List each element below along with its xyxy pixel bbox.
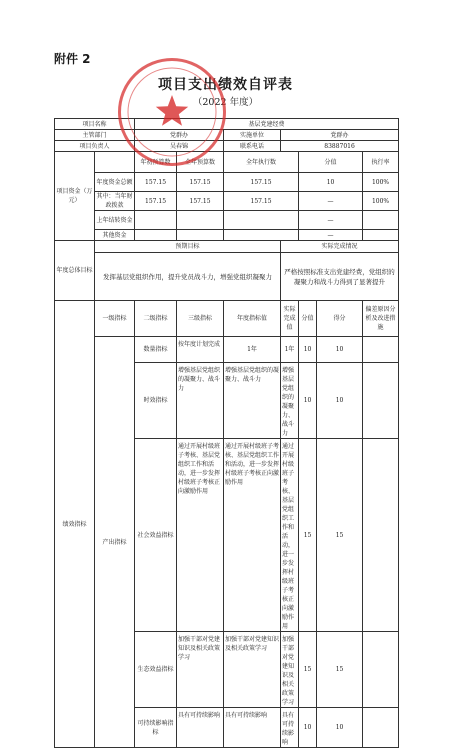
indicator-reason	[363, 708, 399, 748]
indicator-target: 具有可持续影响	[224, 708, 281, 748]
indicator-score: 15	[317, 632, 363, 708]
funds-row-label: 上年结转资金	[95, 211, 135, 230]
project-name-value: 基层党建经费	[135, 119, 399, 130]
indicator-target: 加强干部对党建知识及相关政策学习	[224, 632, 281, 708]
funds-row-label: 其他资金	[95, 230, 135, 241]
funds-row-label: 其中：当年财政拨款	[96, 193, 133, 209]
indicator-level2: 时效指标	[135, 363, 177, 439]
indicator-header-actual: 实际完成值	[281, 301, 299, 337]
indicators-section-label: 绩效指标	[55, 301, 95, 748]
indicator-header-level2: 二级指标	[135, 301, 177, 337]
funds-rate	[363, 211, 399, 230]
indicator-target: 增强基层党组织的凝聚力、战斗力	[224, 363, 281, 439]
funds-score-value: —	[299, 230, 363, 241]
phone-value: 83887016	[281, 141, 399, 152]
funds-header-rate: 执行率	[363, 152, 399, 173]
goals-header-row	[55, 241, 399, 253]
goals-expected-text: 发挥基层党组织作用，提升党员战斗力，增强党组织凝聚力	[95, 253, 281, 301]
funds-header-executed: 全年执行数	[224, 152, 299, 173]
indicator-level2: 社会效益指标	[135, 439, 177, 632]
implementing-unit-label: 实施单位	[224, 130, 281, 141]
funds-score-value: —	[299, 211, 363, 230]
funds-header-initial: 年初预算数	[135, 152, 177, 173]
indicator-level3: 通过开展村级班子考核、基层党组织工作和活动，进一步发挥村级班子考核正向激励作用	[177, 439, 224, 632]
indicator-score: 10	[317, 337, 363, 363]
indicator-level1: 产出指标	[95, 337, 135, 748]
funds-header-row	[55, 152, 399, 173]
indicator-reason	[363, 363, 399, 439]
indicator-target: 1年	[224, 337, 281, 363]
funds-executed: 157.15	[224, 173, 299, 192]
phone-label: 联系电话	[224, 141, 281, 152]
page-title: 项目支出绩效自评表	[158, 77, 293, 93]
funds-initial: 157.15	[135, 192, 177, 211]
indicator-actual: 增强基层党组织的凝聚力、战斗力	[281, 363, 299, 439]
fiscal-year: （2022 年度）	[192, 97, 259, 108]
funds-executed: 157.15	[224, 192, 299, 211]
indicator-score: 10	[317, 708, 363, 748]
goals-content-row	[55, 253, 399, 301]
goals-actual-text: 严格按照标准支出党建经费，党组织的凝聚力和战斗力得到了显著提升	[281, 253, 399, 301]
funds-rate	[363, 230, 399, 241]
funds-score-value: 10	[299, 173, 363, 192]
indicator-level2: 生态效益指标	[135, 632, 177, 708]
owner-row	[55, 141, 399, 152]
owner-label: 项目负责人	[55, 141, 135, 152]
indicator-value: 15	[299, 632, 317, 708]
indicator-header-value: 分值	[299, 301, 317, 337]
indicator-header-level1: 一级指标	[95, 301, 135, 337]
owner-value: 吴春锦	[135, 141, 224, 152]
indicator-value: 10	[299, 708, 317, 748]
funds-row	[55, 211, 399, 230]
indicator-header-level3: 三级指标	[177, 301, 224, 337]
funds-executed	[224, 230, 299, 241]
goals-expected-label: 预期目标	[95, 241, 281, 253]
indicator-level3: 具有可持续影响	[177, 708, 224, 748]
funds-initial: 157.15	[135, 173, 177, 192]
department-value: 党群办	[135, 130, 224, 141]
goals-actual-label: 实际完成情况	[281, 241, 399, 253]
indicator-header-reason: 偏差原因分析及改进措施	[363, 301, 399, 337]
funds-rate: 100%	[363, 173, 399, 192]
indicator-actual: 通过开展村级班子考核、基层党组织工作和活动，进一步发挥村级班子考核正向激励作用	[281, 439, 299, 632]
indicator-header-target: 年度指标值	[224, 301, 281, 337]
indicators-header-row	[55, 301, 399, 337]
funds-row	[55, 173, 399, 192]
indicator-row	[55, 337, 399, 363]
funds-section-label: 项目资金（万元）	[55, 152, 95, 241]
indicator-actual: 具有可持续影响	[281, 708, 299, 748]
indicator-score: 15	[317, 439, 363, 632]
indicator-reason	[363, 337, 399, 363]
funds-annual: 157.15	[177, 192, 224, 211]
indicator-value: 10	[299, 337, 317, 363]
indicator-actual: 加强干部对党建知识及相关政策学习	[281, 632, 299, 708]
funds-header-annual: 全年预算数	[177, 152, 224, 173]
funds-annual	[177, 211, 224, 230]
funds-rate: 100%	[363, 192, 399, 211]
funds-initial	[135, 211, 177, 230]
funds-row	[55, 230, 399, 241]
indicator-value: 15	[299, 439, 317, 632]
goals-section-label: 年度总体目标	[55, 241, 95, 301]
funds-initial	[135, 230, 177, 241]
funds-header-score-value: 分值	[299, 152, 363, 173]
indicator-target: 通过开展村级班子考核、基层党组织工作和活动，进一步发挥村级班子考核正向激励作用	[224, 439, 281, 632]
funds-annual: 157.15	[177, 173, 224, 192]
funds-annual	[177, 230, 224, 241]
indicator-header-score: 得分	[317, 301, 363, 337]
annex-label: 附件 2	[54, 52, 91, 66]
indicator-level3: 加强干部对党建知识及相关政策学习	[177, 632, 224, 708]
department-row	[55, 130, 399, 141]
self-evaluation-table	[54, 118, 399, 748]
funds-executed	[224, 211, 299, 230]
department-label: 主管部门	[55, 130, 135, 141]
indicator-level3: 按年度计划完成	[177, 337, 224, 363]
funds-score-value: —	[299, 192, 363, 211]
indicator-value: 10	[299, 363, 317, 439]
indicator-score: 10	[317, 363, 363, 439]
indicator-actual: 1年	[281, 337, 299, 363]
funds-row	[55, 192, 399, 211]
indicator-reason	[363, 632, 399, 708]
project-name-row	[55, 119, 399, 130]
indicator-reason	[363, 439, 399, 632]
indicator-level2: 可持续影响指标	[135, 708, 177, 748]
project-name-label: 项目名称	[55, 119, 135, 130]
indicator-level3: 增强基层党组织的凝聚力、战斗力	[177, 363, 224, 439]
implementing-unit-value: 党群办	[281, 130, 399, 141]
indicator-level2: 数量指标	[135, 337, 177, 363]
funds-row-label: 年度资金总额	[95, 173, 135, 192]
